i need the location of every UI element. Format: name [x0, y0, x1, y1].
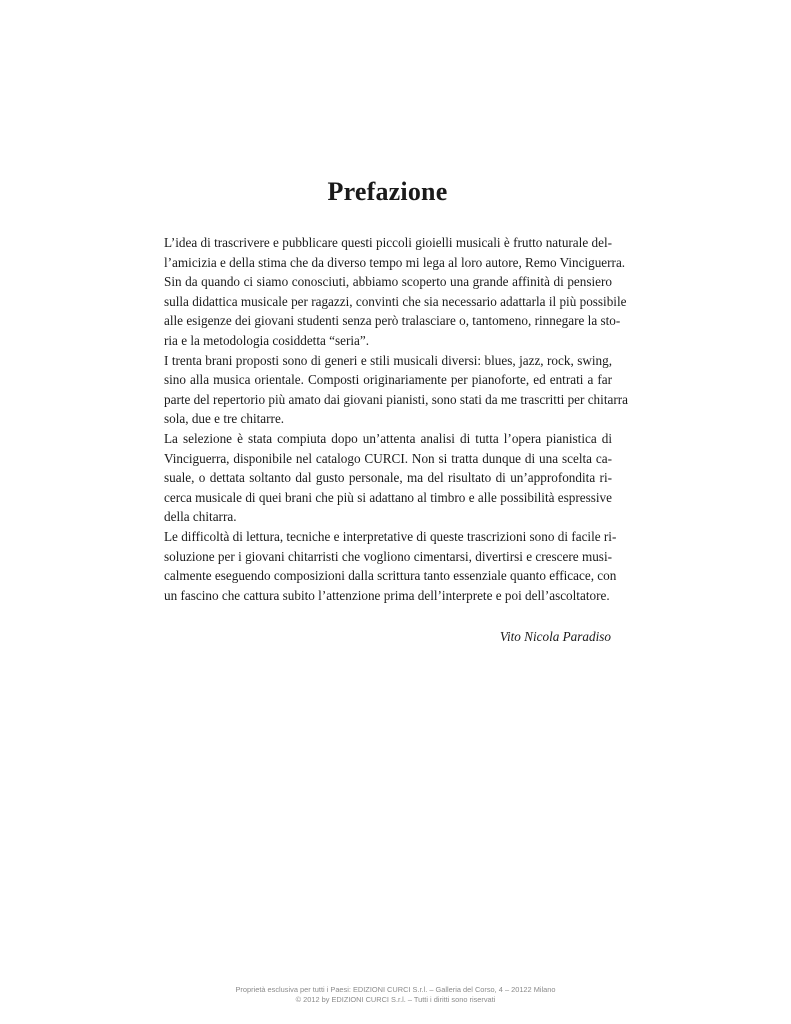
text-line: suale, o dettata soltanto dal gusto personale, ma del risultato di un’approfondita ri- — [164, 470, 612, 486]
text-line: Le difficoltà di lettura, tecniche e interpretative di queste trascrizioni sono di facile ri- — [164, 528, 617, 544]
author-signature: Vito Nicola Paradiso — [499, 629, 611, 644]
text-line: sola, due e tre chitarre. — [164, 411, 285, 427]
preface-body — [164, 233, 628, 605]
text-line: sino alla musica orientale. Composti originariamente per pianoforte, ed entrati a far — [164, 372, 612, 388]
text-line: sulla didattica musicale per ragazzi, convinti che sia necessario adattarla il più possibile — [164, 293, 627, 309]
text-line: l’amicizia e della stima che da diverso tempo mi lega al loro autore, Remo Vinciguerra. — [164, 254, 626, 270]
text-line: L’idea di trascrivere e pubblicare questi piccoli gioielli musicali è frutto naturale del- — [164, 235, 612, 250]
text-line: Vinciguerra, disponibile nel catalogo CURCI. Non si tratta dunque di una scelta ca- — [164, 450, 612, 466]
footer-copyright-line: © 2012 by EDIZIONI CURCI S.r.l. – Tutti i diritti sono riservati — [295, 995, 496, 1004]
footer-publisher-line: Proprietà esclusiva per tutti i Paesi: EDIZIONI CURCI S.r.l. – Galleria del Corso, 4 – 20122 Milano — [235, 985, 556, 994]
page-title: Prefazione — [327, 177, 448, 207]
text-line: parte del repertorio più amato dai giovani pianisti, sono stati da me trascritti per chitarra — [164, 391, 628, 407]
text-line: della chitarra. — [164, 509, 237, 525]
text-line: soluzione per i giovani chitarristi che vogliono cimentarsi, divertirsi e crescere musi- — [164, 548, 612, 564]
text-line: I trenta brani proposti sono di generi e stili musicali diversi: blues, jazz, rock, swing, — [164, 352, 612, 368]
text-line: calmente eseguendo composizioni dalla scrittura tanto essenziale quanto efficace, con — [164, 568, 617, 584]
text-line: un fascino che cattura subito l’attenzione prima dell’interprete e poi dell’ascoltatore. — [164, 587, 610, 603]
copyright-footer — [0, 985, 791, 1005]
text-line: cerca musicale di quei brani che più si adattano al timbro e alle possibilità espressive — [164, 489, 612, 505]
text-line: alle esigenze dei giovani studenti senza però tralasciare o, tantomeno, rinnegare la sto- — [164, 313, 621, 329]
text-line: Sin da quando ci siamo conosciuti, abbiamo scoperto una grande affinità di pensiero — [164, 274, 612, 290]
text-line: La selezione è stata compiuta dopo un’attenta analisi di tutta l’opera pianistica di — [164, 430, 612, 446]
text-line: ria e la metodologia cosiddetta “seria”. — [164, 332, 370, 348]
